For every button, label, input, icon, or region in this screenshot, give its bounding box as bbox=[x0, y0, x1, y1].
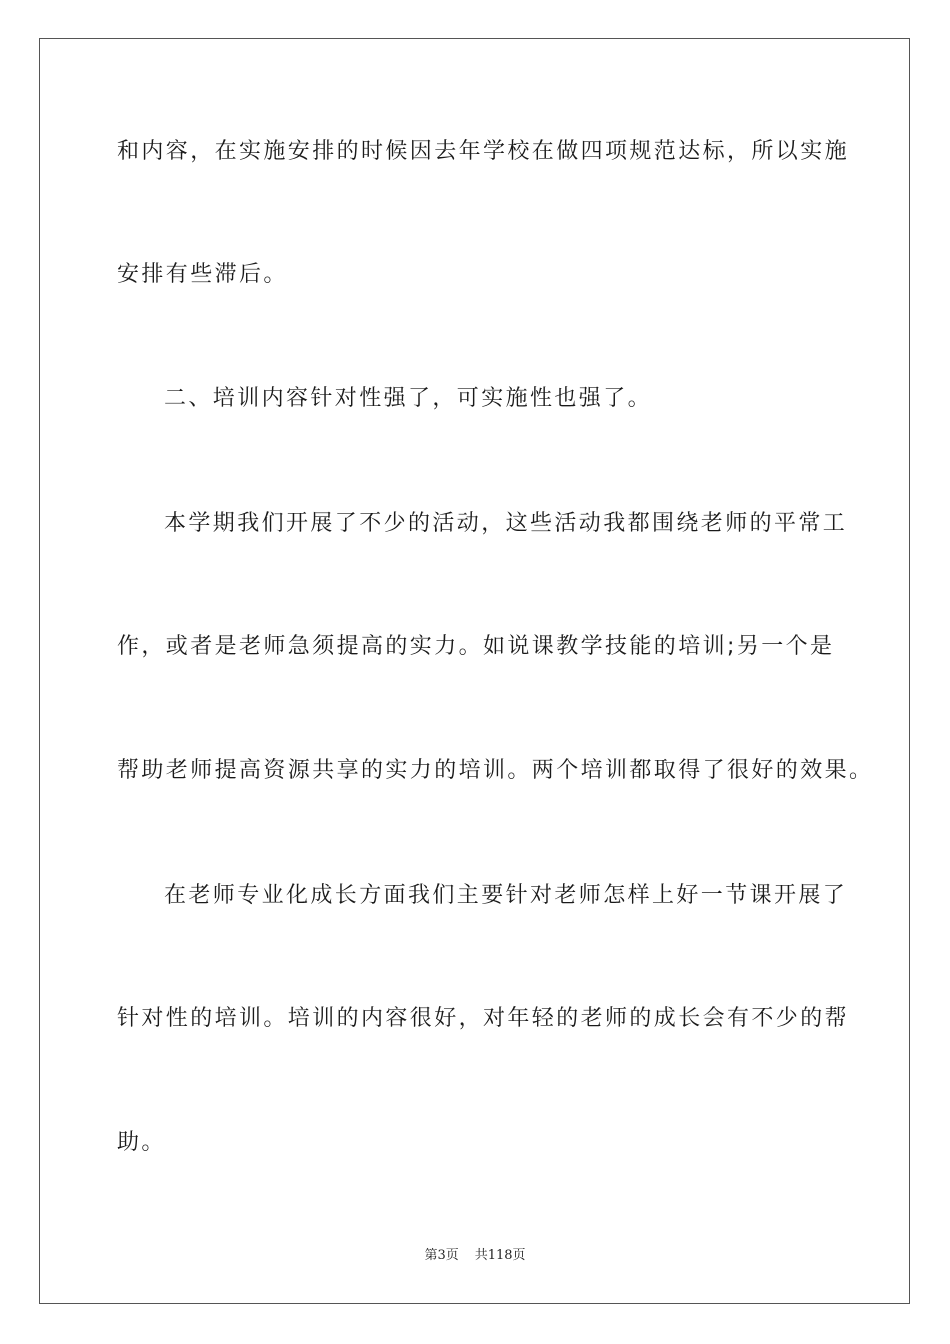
body-line-3: 本学期我们开展了不少的活动，这些活动我都围绕老师的平常工 bbox=[164, 511, 848, 536]
page-frame bbox=[39, 38, 910, 1304]
page-number: 第3页 bbox=[424, 1248, 459, 1263]
body-line-2: 安排有些滞后。 bbox=[117, 262, 288, 287]
section-heading: 二、培训内容针对性强了，可实施性也强了。 bbox=[164, 386, 653, 411]
page-total: 共118页 bbox=[474, 1248, 526, 1263]
body-line-1: 和内容，在实施安排的时候因去年学校在做四项规范达标，所以实施 bbox=[117, 139, 850, 164]
body-line-8: 助。 bbox=[117, 1130, 166, 1155]
body-line-6: 在老师专业化成长方面我们主要针对老师怎样上好一节课开展了 bbox=[164, 883, 848, 908]
body-line-5: 帮助老师提高资源共享的实力的培训。两个培训都取得了很好的效果。 bbox=[117, 758, 874, 783]
page-footer bbox=[0, 1247, 950, 1265]
body-line-4: 作，或者是老师急须提高的实力。如说课教学技能的培训;另一个是 bbox=[117, 634, 835, 659]
body-line-7: 针对性的培训。培训的内容很好，对年轻的老师的成长会有不少的帮 bbox=[117, 1006, 850, 1031]
